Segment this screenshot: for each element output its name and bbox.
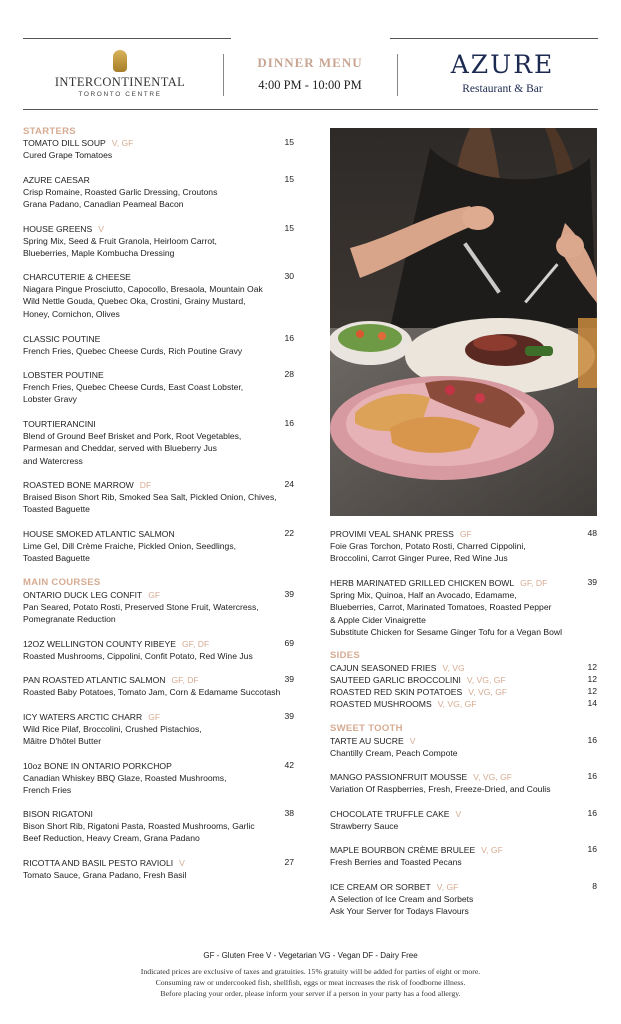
menu-item-description: French Fries, Quebec Cheese Curds, Rich Poutine Gravy xyxy=(23,346,243,357)
menu-item xyxy=(330,674,506,686)
menu-item-price: 16 xyxy=(587,844,597,854)
menu-item-name: ONTARIO DUCK LEG CONFIT xyxy=(23,590,143,600)
menu-item-description: Strawberry Sauce xyxy=(330,821,399,832)
section-starters: STARTERS xyxy=(23,126,76,137)
menu-item xyxy=(330,881,473,918)
menu-item-name: BISON RIGATONI xyxy=(23,809,93,819)
menu-item xyxy=(330,735,458,759)
menu-item-description: Bison Short Rib, Rigatoni Pasta, Roasted Mushrooms, Garlic Beef Reduction, Heavy Cream, Grana Padano xyxy=(23,821,255,844)
restaurant-name: AZURE xyxy=(450,50,555,79)
menu-item-description: Canadian Whiskey BBQ Glaze, Roasted Mushrooms, French Fries xyxy=(23,773,227,796)
menu-item-diet-tags: V, GF xyxy=(481,845,503,855)
menu-item-price: 42 xyxy=(284,760,294,770)
menu-item-diet-tags: V xyxy=(98,224,104,234)
menu-item-name: CAJUN SEASONED FRIES xyxy=(330,663,437,673)
menu-item-name: RICOTTA AND BASIL PESTO RAVIOLI xyxy=(23,858,174,868)
menu-item-description: Braised Bison Short Rib, Smoked Sea Salt, Pickled Onion, Chives, Toasted Baguette xyxy=(23,492,277,515)
menu-item xyxy=(23,638,253,662)
menu-hours: 4:00 PM - 10:00 PM xyxy=(258,78,362,92)
brand-name: INTERCONTINENTAL xyxy=(54,75,186,89)
menu-item xyxy=(23,857,186,881)
menu-item-price: 16 xyxy=(587,735,597,745)
menu-item xyxy=(330,771,551,795)
menu-item-price: 16 xyxy=(587,771,597,781)
disclaimer-line-3: Before placing your order, please inform your server if a person in your party has a food allergy. xyxy=(160,989,461,998)
menu-item-name: ICY WATERS ARCTIC CHARR xyxy=(23,712,143,722)
menu-item xyxy=(23,479,277,516)
menu-item-price: 39 xyxy=(284,589,294,599)
menu-item-diet-tags: V xyxy=(455,809,462,819)
menu-item xyxy=(330,528,526,565)
menu-item-price: 22 xyxy=(284,528,294,538)
menu-item-price: 12 xyxy=(587,662,597,672)
menu-item-name: MANGO PASSIONFRUIT MOUSSE xyxy=(330,772,468,782)
menu-item-price: 8 xyxy=(592,881,597,891)
menu-item-name: ICE CREAM OR SORBET xyxy=(330,882,431,892)
menu-item-description: Wild Rice Pilaf, Broccolini, Crushed Pistachios, Mâitre D'hôtel Butter xyxy=(23,724,202,747)
menu-item-diet-tags: V, VG, GF xyxy=(466,675,506,685)
food-photo xyxy=(330,128,597,516)
menu-item-description: Pan Seared, Potato Rosti, Preserved Stone Fruit, Watercress, Pomegranate Reduction xyxy=(23,602,259,625)
menu-item-price: 28 xyxy=(284,369,294,379)
dietary-legend: GF - Gluten Free V - Vegetarian VG - Vegan DF - Dairy Free xyxy=(203,951,418,960)
menu-item-price: 15 xyxy=(284,223,294,233)
menu-item xyxy=(23,333,242,357)
menu-item xyxy=(23,711,202,748)
menu-item-price: 39 xyxy=(284,674,294,684)
menu-item-name: CHOCOLATE TRUFFLE CAKE xyxy=(330,809,450,819)
intercontinental-emblem-icon xyxy=(113,50,127,72)
section-sides: SIDES xyxy=(330,650,361,661)
menu-item xyxy=(330,686,507,698)
menu-item-price: 38 xyxy=(284,808,294,818)
menu-item xyxy=(330,698,477,710)
menu-item-price: 16 xyxy=(587,808,597,818)
menu-title: DINNER MENU xyxy=(257,55,363,70)
menu-item-name: PAN ROASTED ATLANTIC SALMON xyxy=(23,675,166,685)
menu-item-name: TARTE AU SUCRE xyxy=(330,736,404,746)
restaurant-subtitle: Restaurant & Bar xyxy=(462,83,543,95)
menu-item-price: 14 xyxy=(587,698,597,708)
menu-item xyxy=(330,577,562,638)
menu-item-price: 24 xyxy=(284,479,294,489)
menu-item-diet-tags: V xyxy=(179,858,185,868)
header-divider-left xyxy=(223,54,224,96)
menu-item-name: ROASTED MUSHROOMS xyxy=(330,699,432,709)
menu-item xyxy=(23,808,255,845)
menu-item-diet-tags: GF xyxy=(148,590,161,600)
menu-item-name: HERB MARINATED GRILLED CHICKEN BOWL xyxy=(330,578,515,588)
menu-item-description: Lime Gel, Dill Crème Fraiche, Pickled Onion, Seedlings, Toasted Baguette xyxy=(23,541,237,564)
menu-item xyxy=(23,528,236,565)
menu-item-diet-tags: V xyxy=(409,736,416,746)
menu-item-diet-tags: GF, DF xyxy=(171,675,199,685)
menu-item-description: Fresh Berries and Toasted Pecans xyxy=(330,857,462,868)
menu-item xyxy=(330,662,465,674)
menu-item-name: SAUTEED GARLIC BROCCOLINI xyxy=(330,675,461,685)
menu-item-description: Roasted Mushrooms, Cippolini, Confit Potato, Red Wine Jus xyxy=(23,651,253,662)
intercontinental-logo xyxy=(40,50,200,98)
menu-item xyxy=(23,760,226,797)
menu-item-description: Tomato Sauce, Grana Padano, Fresh Basil xyxy=(23,870,187,881)
menu-item-diet-tags: DF xyxy=(139,480,152,490)
menu-item-diet-tags: V, GF xyxy=(111,138,134,148)
menu-item xyxy=(23,418,241,467)
menu-item-price: 69 xyxy=(284,638,294,648)
menu-item-name: TOURTIERANCINI xyxy=(23,419,96,429)
menu-item-name: ROASTED BONE MARROW xyxy=(23,480,134,490)
menu-item-diet-tags: V, VG xyxy=(442,663,465,673)
menu-item-description: A Selection of Ice Cream and Sorbets Ask Your Server for Todays Flavours xyxy=(330,894,474,917)
menu-item-name: HOUSE SMOKED ATLANTIC SALMON xyxy=(23,529,175,539)
menu-item-name: ROASTED RED SKIN POTATOES xyxy=(330,687,463,697)
menu-item-diet-tags: V, VG, GF xyxy=(437,699,477,709)
disclaimer-line-1: Indicated prices are exclusive of taxes and gratuities. 15% gratuity will be added for parties of eight or more. xyxy=(140,967,481,976)
header-rule-left xyxy=(23,38,231,39)
header-rule-right xyxy=(390,38,598,39)
menu-item-description: Spring Mix, Seed & Fruit Granola, Heirloom Carrot, Blueberries, Maple Kombucha Dressing xyxy=(23,236,217,259)
menu-item-description: Crisp Romaine, Roasted Garlic Dressing, Croutons Grana Padano, Canadian Peameal Bacon xyxy=(23,187,218,210)
menu-item-description: French Fries, Quebec Cheese Curds, East Coast Lobster, Lobster Gravy xyxy=(23,382,244,405)
menu-item-description: Cured Grape Tomatoes xyxy=(23,150,113,161)
menu-item-name: AZURE CAESAR xyxy=(23,175,90,185)
menu-item-price: 27 xyxy=(284,857,294,867)
menu-item-name: PROVIMI VEAL SHANK PRESS xyxy=(330,529,454,539)
header-divider-right xyxy=(397,54,398,96)
menu-item-diet-tags: V, GF xyxy=(436,882,459,892)
menu-item-description: Spring Mix, Quinoa, Half an Avocado, Edamame, Blueberries, Carrot, Marinated Tomatoes, Roasted Pepper & Apple Cider Vinaigrette Substitute Chicken for Sesame Ginger Tofu for a Vegan Bowl xyxy=(330,590,563,637)
menu-item-name: 12OZ WELLINGTON COUNTY RIBEYE xyxy=(23,639,176,649)
menu-item xyxy=(23,589,259,626)
brand-subtitle: TORONTO CENTRE xyxy=(78,91,162,98)
menu-item-description: Chantilly Cream, Peach Compote xyxy=(330,748,458,759)
menu-item-name: HOUSE GREENS xyxy=(23,224,93,234)
menu-item-price: 12 xyxy=(587,674,597,684)
menu-item-description: Foie Gras Torchon, Potato Rosti, Charred Cippolini, Broccolini, Carrot Ginger Puree, Red Wine Jus xyxy=(330,541,526,564)
menu-item-diet-tags: GF, DF xyxy=(181,639,210,649)
menu-item-name: CHARCUTERIE & CHEESE xyxy=(23,272,131,282)
menu-item xyxy=(23,674,280,698)
disclaimer-line-2: Consuming raw or undercooked fish, shellfish, eggs or meat increases the risk of foodborne illness. xyxy=(155,978,466,987)
menu-item-description: Niagara Pingue Prosciutto, Capocollo, Bresaola, Mountain Oak Wild Nettle Gouda, Quebec Oka, Crostini, Grainy Mustard, Honey, Cornichon, Olives xyxy=(23,284,263,319)
header-bottom-rule xyxy=(23,109,598,110)
menu-item-name: CLASSIC POUTINE xyxy=(23,334,101,344)
menu-item xyxy=(23,271,263,320)
menu-item xyxy=(23,137,133,161)
menu-item-diet-tags: GF xyxy=(459,529,472,539)
menu-item xyxy=(330,844,503,868)
menu-item-price: 15 xyxy=(284,137,294,147)
menu-item xyxy=(23,174,217,211)
menu-item-name: MAPLE BOURBON CRÈME BRULEE xyxy=(330,845,476,855)
menu-item-price: 16 xyxy=(284,418,294,428)
menu-item-price: 12 xyxy=(587,686,597,696)
menu-item-price: 16 xyxy=(284,333,294,343)
menu-item-name: 10oz BONE IN ONTARIO PORKCHOP xyxy=(23,761,172,771)
menu-item-price: 30 xyxy=(284,271,294,281)
menu-item-price: 15 xyxy=(284,174,294,184)
menu-item-price: 48 xyxy=(587,528,597,538)
menu-item xyxy=(23,223,217,260)
section-sweet-tooth: SWEET TOOTH xyxy=(330,723,403,734)
menu-item-description: Roasted Baby Potatoes, Tomato Jam, Corn & Edamame Succotash xyxy=(23,687,281,698)
dining-scene-image xyxy=(330,128,597,516)
menu-item-diet-tags: V, VG, GF xyxy=(468,687,508,697)
menu-item-description: Variation Of Raspberries, Fresh, Freeze-Dried, and Coulis xyxy=(330,784,551,795)
menu-item-diet-tags: V, VG, GF xyxy=(473,772,513,782)
menu-item-diet-tags: GF xyxy=(148,712,161,722)
menu-item-price: 39 xyxy=(284,711,294,721)
menu-item-name: LOBSTER POUTINE xyxy=(23,370,104,380)
menu-item-description: Blend of Ground Beef Brisket and Pork, Root Vegetables, Parmesan and Cheddar, served with Blueberry Jus and Watercress xyxy=(23,431,242,466)
menu-item-name: TOMATO DILL SOUP xyxy=(23,138,106,148)
section-main-courses: MAIN COURSES xyxy=(23,577,101,588)
menu-item xyxy=(330,808,461,832)
menu-item xyxy=(23,369,243,406)
menu-item-price: 39 xyxy=(587,577,597,587)
menu-item-diet-tags: GF, DF xyxy=(520,578,548,588)
